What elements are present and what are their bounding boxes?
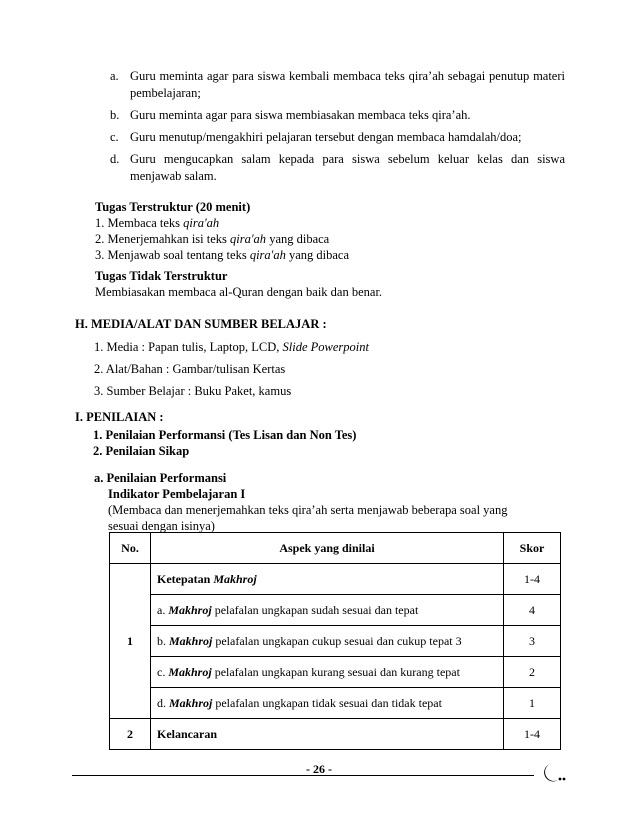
page-number: - 26 - [306,762,332,776]
sub-title: a. Penilaian Performansi [94,471,227,485]
header-no: No. [110,533,151,564]
group-range: 1-4 [504,564,561,595]
indikator-title: Indikator Pembelajaran I [108,487,246,501]
aspek-cell: a. Makhroj pelafalan ungkapan sudah sesuai dan tepat [151,595,504,626]
list-item: 1. Membaca teks qira'ah [95,216,220,230]
header-skor: Skor [504,533,561,564]
tugas-tidak-terstruktur [95,268,515,300]
skor-cell: 3 [504,626,561,657]
tugas-tidak-text: Membiasakan membaca al-Quran dengan baik dan benar. [95,285,383,299]
crescent-logo-icon [538,762,568,784]
list-item: 1. Penilaian Performansi (Tes Lisan dan Non Tes) [93,428,357,442]
closing-steps-list [110,68,565,190]
aspek-cell: c. Makhroj pelafalan ungkapan kurang sesuai dan kurang tepat [151,657,504,688]
media-item: 1. Media : Papan tulis, Laptop, LCD, Slide Powerpoint [94,340,369,354]
table-row [110,688,561,719]
sumber-item: 3. Sumber Belajar : Buku Paket, kamus [94,384,292,398]
table-row [110,564,561,595]
group-title: Ketepatan Makhroj [151,564,504,595]
header-aspek: Aspek yang dinilai [151,533,504,564]
tugas-terstruktur [95,199,515,263]
aspek-cell: d. Makhroj pelafalan ungkapan tidak sesuai dan tidak tepat [151,688,504,719]
alat-item: 2. Alat/Bahan : Gambar/tulisan Kertas [94,362,286,376]
list-item: d. Guru mengucapkan salam kepada para siswa sebelum keluar kelas dan siswa menjawab salam. [110,152,565,183]
tugas-terstruktur-heading: Tugas Terstruktur (20 menit) [95,200,251,214]
penilaian-list [93,427,356,459]
footer-rule [72,775,534,776]
rubric-table [109,532,561,750]
row-number: 2 [110,719,151,750]
table-row [110,595,561,626]
penilaian-performansi [94,470,524,534]
table-row [110,719,561,750]
section-i-title: I. PENILAIAN : [75,410,164,424]
tugas-tidak-heading: Tugas Tidak Terstruktur [95,269,228,283]
skor-cell: 4 [504,595,561,626]
skor-cell: 1 [504,688,561,719]
list-item: 2. Penilaian Sikap [93,444,190,458]
aspek-cell: Kelancaran [151,719,504,750]
list-item: a. Guru meminta agar para siswa kembali membaca teks qira’ah sebagai penutup materi pembelajaran; [110,69,565,100]
skor-cell: 1-4 [504,719,561,750]
list-item: b. Guru meminta agar para siswa membiasakan membaca teks qira’ah. [110,108,471,122]
list-item: c. Guru menutup/mengakhiri pelajaran tersebut dengan membaca hamdalah/doa; [110,130,522,144]
table-row [110,657,561,688]
list-item: 3. Menjawab soal tentang teks qira'ah yang dibaca [95,248,350,262]
indikator-desc: (Membaca dan menerjemahkan teks qira’ah serta menjawab beberapa soal yang sesuai dengan isinya) [108,503,508,533]
table-row [110,626,561,657]
media-list [94,339,369,405]
list-item: 2. Menerjemahkan isi teks qira'ah yang dibaca [95,232,330,246]
aspek-cell: b. Makhroj pelafalan ungkapan cukup sesuai dan cukup tepat 3 [151,626,504,657]
group-number: 1 [110,564,151,719]
section-h-title: H. MEDIA/ALAT DAN SUMBER BELAJAR : [75,317,327,331]
skor-cell: 2 [504,657,561,688]
table-header-row [110,533,561,564]
